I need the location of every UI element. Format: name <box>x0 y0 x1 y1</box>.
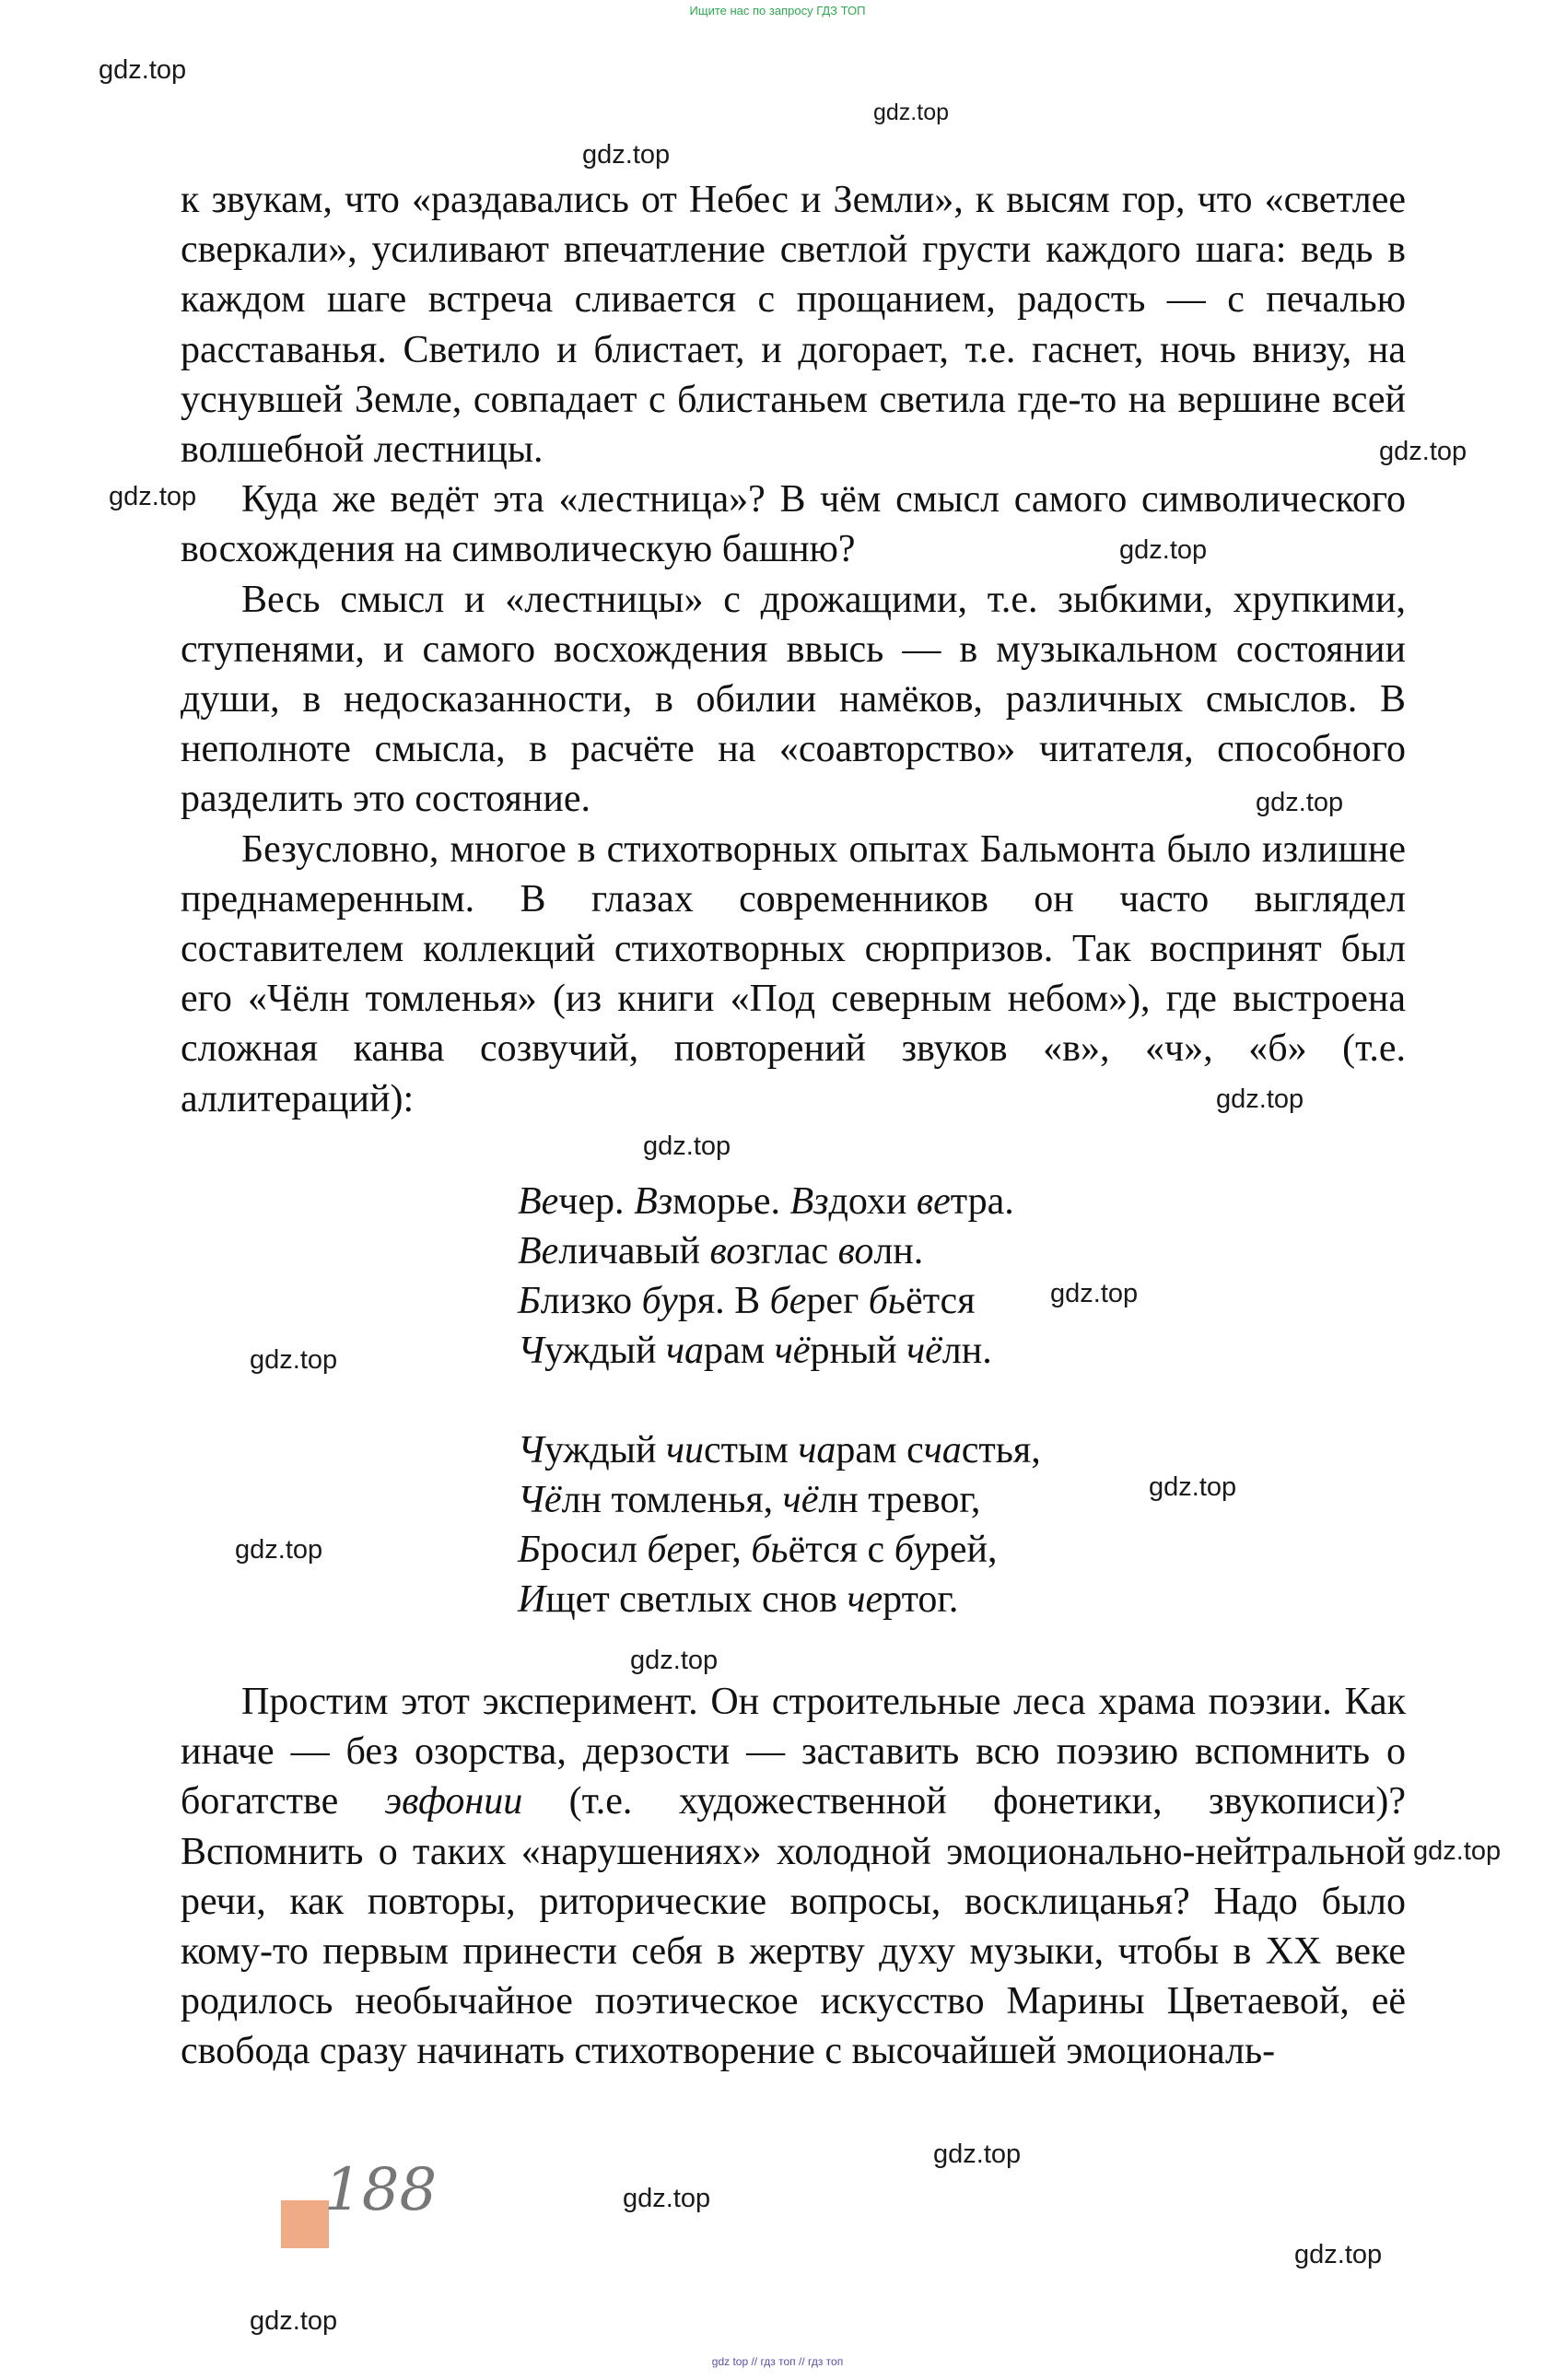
poem-stanza-2 <box>518 1425 1041 1624</box>
poem-text: дохи <box>828 1180 917 1223</box>
poem-text: рег <box>806 1280 869 1322</box>
watermark: gdz.top <box>1256 788 1344 817</box>
poem-line <box>518 1575 1041 1624</box>
alliteration-emphasis: Вз <box>634 1180 673 1223</box>
poem-text: ётся <box>906 1280 976 1322</box>
paragraph-5 <box>181 1677 1406 2077</box>
watermark: gdz.top <box>1119 535 1208 565</box>
poem-line <box>518 1475 1041 1525</box>
watermark: gdz.top <box>933 2140 1022 2169</box>
poem-text: морье. <box>672 1180 790 1223</box>
alliteration-emphasis: во <box>709 1230 746 1272</box>
watermark: gdz.top <box>582 140 671 170</box>
poem-text: чер. <box>558 1180 635 1223</box>
watermark: gdz.top <box>1379 437 1467 466</box>
poem-text: лн. <box>873 1230 924 1272</box>
poem-text: стым <box>704 1429 799 1471</box>
alliteration-emphasis: И <box>518 1578 546 1621</box>
poem-text: личавый <box>558 1230 710 1272</box>
watermark: gdz.top <box>623 2184 711 2213</box>
poem-line <box>518 1177 1041 1226</box>
poem-chyoln-tomlenya <box>518 1177 1041 1624</box>
poem-text: щет светлых снов <box>545 1578 848 1621</box>
watermark: gdz.top <box>1413 1836 1502 1866</box>
paragraph-5-part-b: (т.е. художественной фонетики, звукописи)? Вспомнить о таких «нарушениях» холодной эмоционально-нейтральной речи, как повторы, риторические вопросы, восклицанья? Надо было кому-то первым принести себя в жертву духу музыки, чтобы в XX веке родилось необычайное поэтическое искусство Марины Цветаевой, её свобода сразу начинать стихотворение с высочайшей эмоциональ- <box>181 1780 1406 2073</box>
poem-line <box>518 1326 1041 1376</box>
alliteration-emphasis: ча <box>798 1429 836 1471</box>
poem-text: лизко <box>540 1280 642 1322</box>
poem-text: росил <box>540 1529 648 1571</box>
alliteration-emphasis: Ве <box>518 1230 559 1272</box>
alliteration-emphasis: Ч <box>518 1429 544 1471</box>
poem-text: рам <box>704 1330 775 1372</box>
emphasis-euphony: эвфонии <box>384 1780 523 1823</box>
watermark: gdz.top <box>250 2306 338 2336</box>
page-number-marker <box>281 2200 329 2248</box>
alliteration-emphasis: че <box>847 1578 883 1621</box>
alliteration-emphasis: во <box>837 1230 874 1272</box>
page-number: 188 <box>324 2156 438 2224</box>
paragraph-4: Безусловно, многое в стихотворных опытах Бальмонта было излишне преднамеренным. В глазах современников он часто выглядел составителем коллекций стихотворных сюрпризов. Так воспринят был его «Чёлн томленья» (из книги «Под северным небом»), где выстроена сложная канва созвучий, повторений звуков «в», «ч», «б» (т.е. аллитераций): <box>181 827 1406 1120</box>
poem-text: ря. В <box>677 1280 770 1322</box>
alliteration-emphasis: ча <box>923 1429 962 1471</box>
alliteration-emphasis: чё <box>782 1479 819 1521</box>
paragraph-2: Куда же ведёт эта «лестница»? В чём смысл самого символического восхождения на символическую башню? <box>181 478 1406 571</box>
poem-text: рей, <box>929 1529 998 1571</box>
alliteration-emphasis: Чё <box>518 1479 562 1521</box>
poem-text: стья, <box>961 1429 1041 1471</box>
poem-text: ётся с <box>788 1529 894 1571</box>
alliteration-emphasis: чи <box>665 1429 705 1471</box>
watermark: gdz.top <box>250 1345 338 1375</box>
alliteration-emphasis: Б <box>518 1529 541 1571</box>
watermark: gdz.top <box>630 1646 719 1675</box>
poem-line <box>518 1425 1041 1475</box>
alliteration-emphasis: чё <box>906 1330 942 1372</box>
poem-text: уждый <box>544 1429 666 1471</box>
alliteration-emphasis: бе <box>647 1529 684 1571</box>
poem-text: лн томленья, <box>561 1479 783 1521</box>
poem-text: лн тревог, <box>818 1479 981 1521</box>
alliteration-emphasis: бу <box>641 1280 678 1322</box>
watermark: gdz.top <box>1294 2240 1383 2269</box>
poem-line <box>518 1276 1041 1326</box>
alliteration-emphasis: чё <box>774 1330 811 1372</box>
alliteration-emphasis: Ве <box>518 1180 559 1223</box>
watermark: gdz.top <box>1149 1472 1237 1502</box>
alliteration-emphasis: Ч <box>518 1330 544 1372</box>
alliteration-emphasis: бе <box>769 1280 807 1322</box>
watermark: gdz.top <box>873 100 950 125</box>
alliteration-emphasis: бь <box>868 1280 906 1322</box>
watermark: gdz.top <box>109 482 197 511</box>
poem-text: рам с <box>836 1429 924 1471</box>
poem-text: рег, <box>684 1529 752 1571</box>
alliteration-emphasis: ве <box>916 1180 951 1223</box>
poem-text: лн. <box>941 1330 992 1372</box>
alliteration-emphasis: Б <box>518 1280 541 1322</box>
poem-text: зглас <box>745 1230 838 1272</box>
alliteration-emphasis: бу <box>894 1529 930 1571</box>
paragraph-5-part-a: Простим этот эксперимент. Он строительные леса храма поэзии. Как иначе — без озорства, дерзости — заставить всю поэзию вспомнить о богатстве <box>181 1681 1406 1823</box>
paragraph-3: Весь смысл и «лестницы» с дрожащими, т.е. зыбкими, хрупкими, ступенями, и самого восхождения ввысь — в музыкальном состоянии души, в недосказанности, в обилии намёков, различных смыслов. В неполноте смысла, в расчёте на «соавторство» читателя, способного разделить это состояние. <box>181 578 1406 821</box>
watermark: gdz.top <box>643 1131 731 1161</box>
watermark: gdz.top <box>99 55 187 85</box>
poem-text: рный <box>810 1330 907 1372</box>
watermark: gdz.top <box>1216 1084 1304 1114</box>
poem-text: ртог. <box>883 1578 959 1621</box>
watermark: gdz.top <box>235 1535 323 1565</box>
poem-stanza-1 <box>518 1177 1041 1376</box>
header-note: Ищите нас по запросу ГДЗ ТОП <box>689 4 866 18</box>
text-block-top <box>181 175 1406 1124</box>
paragraph-1: к звукам, что «раздавались от Небес и Земли», к высям гор, что «светлее сверкали», усиливают впечатление светлой грусти каждого шага: ведь в каждом шаге встреча сливается с прощанием, радость — с печалью расставанья. Светило и блистает, и догорает, т.е. гаснет, ночь внизу, на уснувшей Земле, совпадает с блистаньем светила где-то на вершине всей волшебной лестницы. <box>181 179 1406 472</box>
watermark: gdz.top <box>1050 1279 1139 1308</box>
alliteration-emphasis: бь <box>751 1529 789 1571</box>
poem-text: тра. <box>950 1180 1014 1223</box>
poem-line <box>518 1226 1041 1276</box>
poem-line <box>518 1525 1041 1575</box>
stanza-gap <box>518 1376 1041 1425</box>
footer-note: gdz top // гдз топ // гдз топ <box>711 2355 844 2368</box>
poem-text: уждый <box>544 1330 666 1372</box>
alliteration-emphasis: Вз <box>789 1180 829 1223</box>
alliteration-emphasis: ча <box>665 1330 705 1372</box>
text-block-bottom <box>181 1677 1406 2077</box>
